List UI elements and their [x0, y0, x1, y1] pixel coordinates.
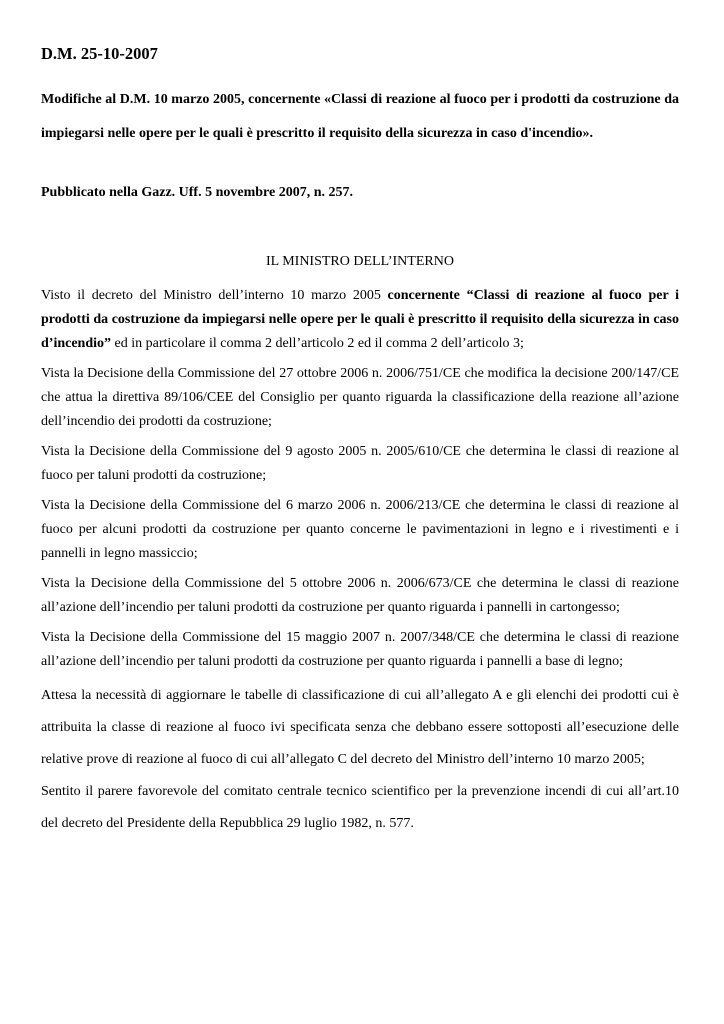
- document-subject: Modifiche al D.M. 10 marzo 2005, concernente «Classi di reazione al fuoco per i prodotti da costruzione da impiegarsi nelle opere per le quali è prescritto il requisito della sicurezza in caso d'incendio».: [41, 92, 679, 141]
- preamble-paragraph: [41, 284, 679, 356]
- issuing-authority: IL MINISTRO DELL’INTERNO: [266, 254, 454, 269]
- preamble-paragraph: Vista la Decisione della Commissione del 5 ottobre 2006 n. 2006/673/CE che determina le classi di reazione all’azione dell’incendio per taluni prodotti da costruzione per quanto riguarda i pannelli in cartongesso;: [41, 576, 679, 615]
- decree-citation: concernente “Classi di reazione al fuoco per i prodotti da costruzione da impiegarsi nelle opere per le quali è prescritto il requisito della sicurezza in caso d’incendio”: [41, 288, 680, 351]
- document-title: D.M. 25-10-2007: [41, 44, 158, 63]
- preamble-paragraph: Sentito il parere favorevole del comitato centrale tecnico scientifico per la prevenzione incendi di cui all’art.10 del decreto del Presidente della Repubblica 29 luglio 1982, n. 577.: [41, 784, 679, 831]
- preamble-paragraph: Vista la Decisione della Commissione del 6 marzo 2006 n. 2006/213/CE che determina le classi di reazione al fuoco per alcuni prodotti da costruzione per quanto concerne le pavimentazioni in legno e i rivestimenti e i pannelli in legno massiccio;: [41, 498, 679, 561]
- preamble-paragraph: Vista la Decisione della Commissione del 9 agosto 2005 n. 2005/610/CE che determina le classi di reazione al fuoco per taluni prodotti da costruzione;: [41, 444, 679, 483]
- preamble-body: [41, 284, 679, 840]
- preamble-paragraph: Vista la Decisione della Commissione del 15 maggio 2007 n. 2007/348/CE che determina le classi di reazione all’azione dell’incendio per taluni prodotti da costruzione per quanto riguarda i pannelli a base di legno;: [41, 630, 679, 669]
- publication-note: Pubblicato nella Gazz. Uff. 5 novembre 2007, n. 257.: [41, 185, 354, 200]
- preamble-paragraph: Vista la Decisione della Commissione del 27 ottobre 2006 n. 2006/751/CE che modifica la decisione 200/147/CE che attua la direttiva 89/106/CEE del Consiglio per quanto riguarda la classificazione della reazione all’azione dell’incendio dei prodotti da costruzione;: [41, 366, 679, 429]
- preamble-paragraph: Attesa la necessità di aggiornare le tabelle di classificazione di cui all’allegato A e gli elenchi dei prodotti cui è attribuita la classe di reazione al fuoco ivi specificata senza che debbano essere sottoposti all’esecuzione delle relative prove di reazione al fuoco di cui all’allegato C del decreto del Ministro dell’interno 10 marzo 2005;: [41, 688, 679, 767]
- paragraph-text: ed in particolare il comma 2 dell’articolo 2 ed il comma 2 dell’articolo 3;: [111, 336, 524, 351]
- paragraph-text: Visto il decreto del Ministro dell’interno 10 marzo 2005: [41, 288, 388, 303]
